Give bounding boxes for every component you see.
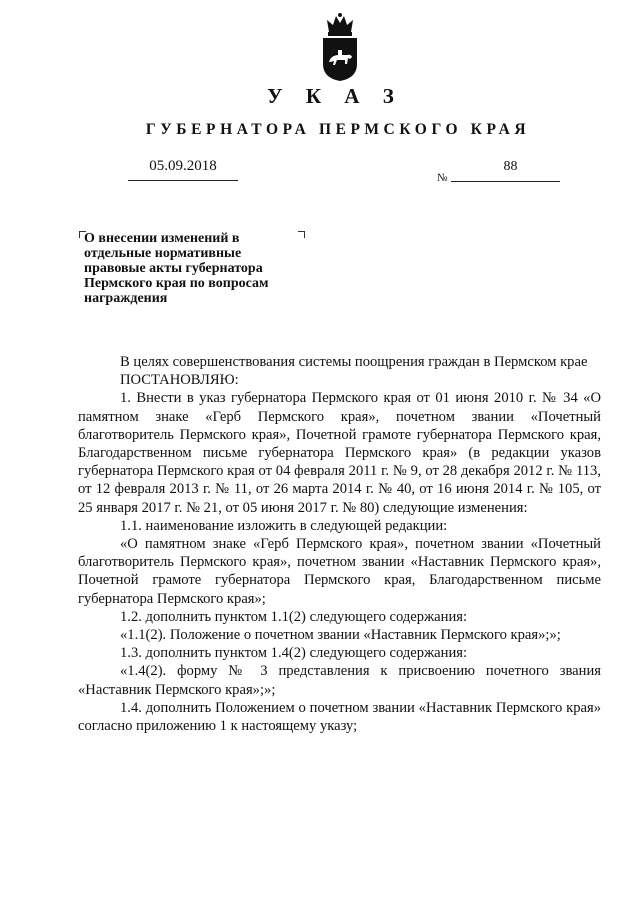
document-title: У К А З (267, 84, 403, 108)
coat-of-arms-icon (319, 12, 361, 82)
paragraph: 1.3. дополнить пунктом 1.4(2) следующего содержания: (120, 645, 468, 662)
paragraph: ПОСТАНОВЛЯЮ: (120, 372, 239, 389)
document-date: 05.09.2018 (128, 158, 238, 181)
document-issuer: ГУБЕРНАТОРА ПЕРМСКОГО КРАЯ (145, 121, 531, 138)
paragraph: «О памятном знаке «Герб Пермского края», почетном звании «Почетный благотворитель Пермского края», почетном звании «Наставник Пермского края», Почетной грамоте губернатора Пермского края, Благодарственном письме губернатора Пермского края»; (78, 536, 601, 607)
paragraph: 1.4. дополнить Положением о почетном звании «Наставник Пермского края» согласно приложению 1 к настоящему указу; (78, 699, 601, 735)
paragraph: 1. Внести в указ губернатора Пермского края от 01 июня 2010 г. № 34 «О памятном знаке «Герб Пермского края», почетном звании «Почетный благотворитель Пермского края», Почетной грамоте губернатора Пермского края, Благодарственном письме губернатора Пермского края» (в редакции указов губернатора Пермского края от 04 февраля 2011 г. № 9, от 28 декабря 2012 г. № 113, от 12 февраля 2013 г. № 11, от 26 марта 2014 г. № 40, от 16 июня 2014 г. № 105, от 25 января 2017 г. № 21, от 05 июня 2017 г. № 80) следующие изменения: (78, 390, 601, 516)
document-body (78, 353, 601, 735)
paragraph: 1.1. наименование изложить в следующей редакции: (120, 517, 448, 534)
number-label: № (437, 172, 448, 184)
paragraph: «1.1(2). Положение о почетном звании «Наставник Пермского края»;»; (120, 627, 561, 644)
document-subject: О внесении изменений в отдельные нормативные правовые акты губернатора Пермского края по вопросам награждения (84, 231, 269, 306)
document-number: 88 (451, 160, 560, 182)
subject-corner-right (298, 231, 305, 238)
paragraph: 1.2. дополнить пунктом 1.1(2) следующего содержания: (120, 608, 468, 625)
paragraph: В целях совершенствования системы поощрения граждан в Пермском крае (120, 354, 588, 370)
paragraph: «1.4(2). форму № 3 представления к присвоению почетного звания «Наставник Пермского края»;»; (78, 663, 601, 698)
